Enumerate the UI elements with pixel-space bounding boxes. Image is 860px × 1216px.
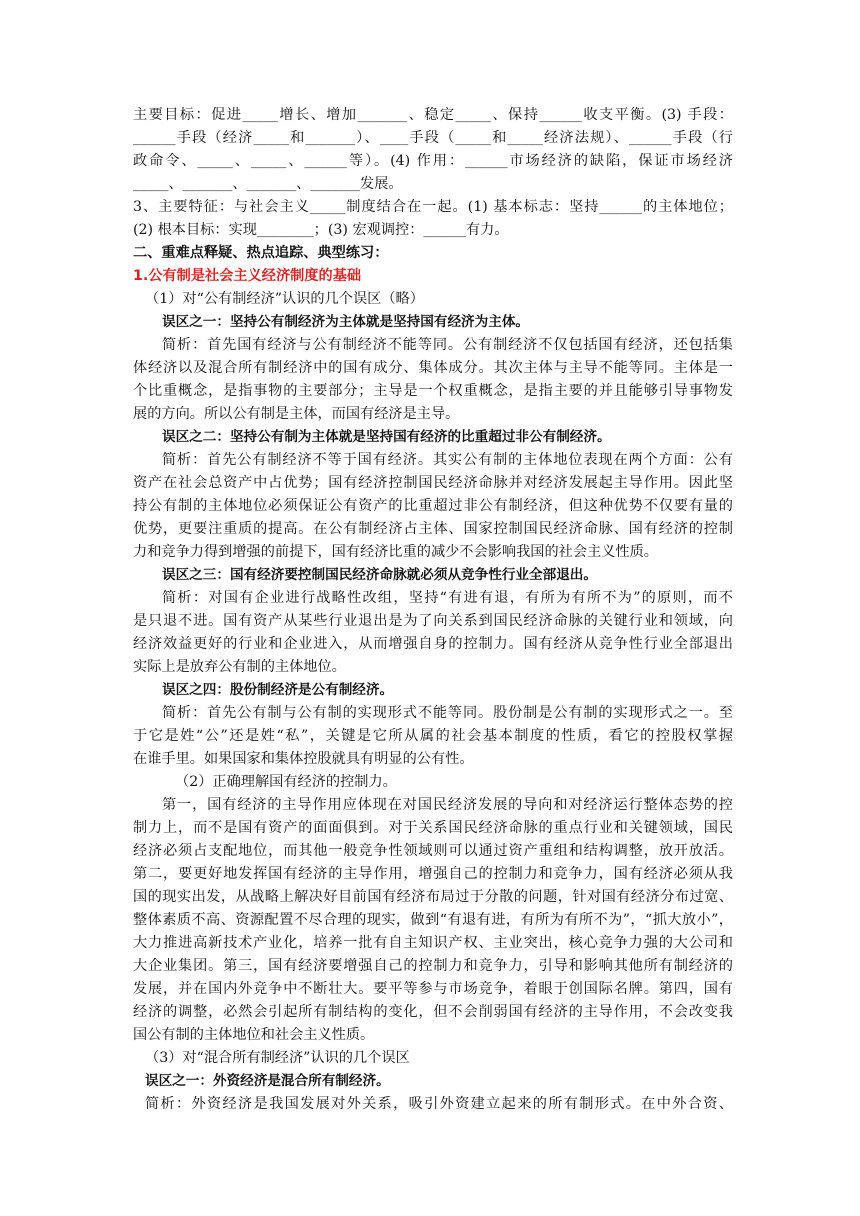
text-line: 力和竞争力得到增强的前提下，国有经济比重的减少不会影响我国的社会主义性质。: [133, 544, 658, 560]
text-line: 简析：首先国有经济与公有制经济不能等同。公有制经济不仅包括国有经济，还包括集: [162, 337, 733, 353]
text-line: 简析：外资经济是我国发展对外关系，吸引外资建立起来的所有制形式。在中外合资、: [145, 1096, 733, 1112]
text-line: 展的方向。所以公有制是主体，而国有经济是主导。: [133, 406, 460, 422]
text-line: 于它是姓“公”还是姓“私”，关键是它所从属的社会基本制度的性质，看它的控股权掌握: [133, 728, 733, 744]
text-line: 发展，并在国内外竞争中不断壮大。要平等参与市场竞争，着眼于创国际名牌。第四，国有: [133, 981, 733, 997]
text-line: ______手段（经济_____和_______）、____手段（_____和_____经济法规）、______手段（行: [133, 130, 733, 146]
misconception-heading: 误区之三：国有经济要控制国民经济命脉就必须从竞争性行业全部退出。: [162, 567, 597, 583]
text-line: 整体素质不高、资源配置不尽合理的现实，做到“有退有进，有所为有所不为”，“抓大放小”，: [133, 912, 733, 928]
subheading: （2）正确理解国有经济的控制力。: [175, 774, 397, 790]
text-line: 实际上是放弃公有制的主体地位。: [133, 659, 346, 675]
text-line: 经济的调整，必然会引起所有制结构的变化，但不会削弱国有经济的主导作用，不会改变我: [133, 1004, 733, 1020]
text-line: 在谁手里。如果国家和集体控股就具有明显的公有性。: [133, 751, 474, 767]
text-line: 经济必须占支配地位，而其他一般竞争性领域则可以通过资产重组和结构调整，放开放活。: [133, 843, 733, 859]
text-line: 主要目标：促进_____增长、增加_______、稳定_____、保持______收支平衡。(3) 手段：: [133, 107, 733, 123]
misconception-heading: 误区之二：坚持公有制为主体就是坚持国有经济的比重超过非公有制经济。: [162, 429, 611, 445]
text-line: 第二，要更好地发挥国有经济的主导作用，增强自己的控制力和竞争力，国有经济必须从我: [133, 866, 733, 882]
text-line: 优势，更要注重质的提高。在公有制经济占主体、国家控制国民经济命脉、国有经济的控制: [133, 521, 733, 537]
text-line: 简析：首先公有制经济不等于国有经济。其实公有制的主体地位表现在两个方面：公有: [162, 452, 733, 468]
subheading: （1）对“公有制经济”认识的几个误区（略）: [145, 291, 424, 307]
subsection-heading: 1.公有制是社会主义经济制度的基础: [133, 268, 362, 284]
text-line: 国公有制的主体地位和社会主义性质。: [133, 1027, 375, 1043]
misconception-heading: 误区之一：坚持公有制经济为主体就是坚持国有经济为主体。: [162, 314, 530, 330]
text-line: 是只退不进。国有资产从某些行业退出是为了向关系到国民经济命脉的关键行业和领域，向: [133, 613, 733, 629]
section-heading: 二、重难点释疑、热点追踪、典型练习：: [133, 245, 389, 261]
text-line: 持公有制的主体地位必须保证公有资产的比重超过非公有制经济，但这种优势不仅要有量的: [133, 498, 733, 514]
text-line: (2) 根本目标：实现________；(3) 宏观调控：______有力。: [133, 222, 509, 238]
text-line: 个比重概念，是指事物的主要部分；主导是一个权重概念，是指主要的并且能够引导事物发: [133, 383, 733, 399]
text-line: 大企业集团。第三，国有经济要增强自己的控制力和竞争力，引导和影响其他所有制经济的: [133, 958, 733, 974]
misconception-heading: 误区之四：股份制经济是公有制经济。: [162, 682, 394, 698]
text-line: _____、_______、_______、_______发展。: [133, 176, 403, 192]
text-line: 简析：对国有企业进行战略性改组，坚持“有进有退，有所为有所不为”的原则，而不: [162, 590, 733, 606]
text-line: 制力上，而不是国有资产的面面俱到。对于关系国民经济命脉的重点行业和关键领域，国民: [133, 820, 733, 836]
text-line: 大力推进高新技术产业化，培养一批有自主知识产权、主业突出，核心竞争力强的大公司和: [133, 935, 733, 951]
text-line: 3、主要特征：与社会主义_____制度结合在一起。(1) 基本标志：坚持______的主体地位；: [133, 199, 733, 215]
text-line: 简析：首先公有制与公有制的实现形式不能等同。股份制是公有制的实现形式之一。至: [162, 705, 733, 721]
text-line: 国的现实出发，从战略上解决好目前国有经济布局过于分散的问题，针对国有经济分布过宽、: [133, 889, 733, 905]
text-line: 资产在社会总资产中占优势；国有经济控制国民经济命脉并对经济发展起主导作用。因此坚: [133, 475, 733, 491]
text-line: 体经济以及混合所有制经济中的国有成分、集体成分。其次主体与主导不能等同。主体是一: [133, 360, 733, 376]
subheading: （3）对“混合所有制经济”认识的几个误区: [145, 1050, 410, 1066]
misconception-heading: 误区之一：外资经济是混合所有制经济。: [145, 1073, 390, 1089]
text-line: 经济效益更好的行业和企业进入，从而增强自身的控制力。国有经济从竞争性行业全部退出: [133, 636, 733, 652]
text-line: 第一，国有经济的主导作用应体现在对国民经济发展的导向和对经济运行整体态势的控: [162, 797, 733, 813]
text-line: 政命令、_____、_____、______等）。(4) 作用：______市场经济的缺陷，保证市场经济: [133, 153, 733, 169]
